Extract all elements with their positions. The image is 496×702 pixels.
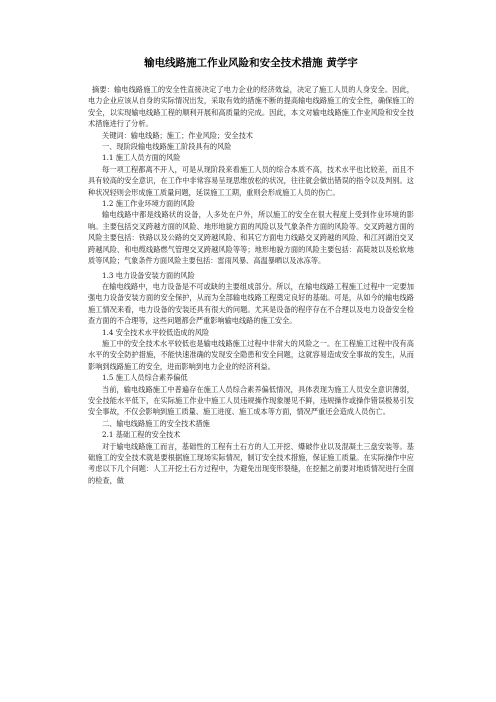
document-page bbox=[88, 56, 414, 486]
subsection-heading-2-1: 2.1 基础工程的安全技术 bbox=[102, 430, 181, 440]
abstract-paragraph: 摘要：输电线路施工的安全性直接决定了电力企业的经济效益，决定了施工人员的人身安全。因此，电力企业应该从自身的实际情况出发，采取有效的措施不断的提高输电线路施工的安全性，确保施工的安全，以实现输电线路工程的顺利开展和高质量的完成。因此，本文对输电线路施工作业风险和安全技术措施进行了分析。 bbox=[88, 85, 414, 129]
subsection-heading-1-4: 1.4 安全技术水平较低造成的风险 bbox=[102, 327, 210, 337]
section-heading-two: 二、输电线路施工的安全技术措施 bbox=[102, 418, 210, 428]
paragraph-1-2: 输电线路中都是线路状的设备，人多处在户外，所以施工的安全在很大程度上受到作业环境的影响。主要包括交叉跨越方面的风险、地形地貌方面的风险以及气象条件方面的风险等。交叉跨越方面的风险主要包括：铁路以及公路的交叉跨越风险、和其它方面电力线路交叉跨越的风险、和江河湖泊交叉跨越风险、和电缆线路燃气管理交叉跨越风险等等；地形地貌方面的风险主要包括：高陡坡以及松软地质等风险；气象条件方面风险主要包括：雷雨风暴、高温暴晒以及冰冻等。 bbox=[88, 210, 414, 266]
section-heading-one: 一、现阶段输电线路施工阶段具有的风险 bbox=[102, 142, 232, 152]
document-title: 输电线路施工作业风险和安全技术措施 黄学宇 bbox=[144, 57, 358, 69]
paragraph-1-5: 当前，输电线路施工中普遍存在施工人员综合素养偏低情况，具体表现为施工人员安全意识薄弱，安全技能水平低下，在实际施工作业中施工人员违规操作现象屡见不鲜，违规操作或操作错误极易引发安全事故，不仅会影响到施工质量、施工进度、施工成本等方面，情况严重还会造成人员伤亡。 bbox=[88, 384, 414, 417]
paragraph-2-1: 对于输电线路施工而言，基础性的工程有土石方的人工开挖、爆破作业以及混凝土三盘安装等。基础施工的安全技术就是要根据施工现场实际情况，制订安全技术措施，保证施工质量。在实际操作中应考虑以下几个问题：人工开挖土石方过程中，为避免出现变形裂缝，在挖掘之前要对地质情况进行全面的检查，做 bbox=[88, 441, 414, 485]
subsection-heading-1-1: 1.1 施工人员方面的风险 bbox=[102, 153, 181, 163]
paragraph-1-1: 每一项工程都离不开人，可是从现阶段来看施工人员的综合本质不高，技术水平也比较差，而且不具有较高的安全意识，在工作中非常容易呈现思维放松的状况，往往就会做出错误的指令以及判别。这种状况轻则会形成施工质量问题，延误施工工期，重则会形成施工人员的伤亡。 bbox=[88, 164, 414, 197]
subsection-heading-1-5: 1.5 施工人员综合素养偏低 bbox=[102, 373, 188, 383]
subsection-heading-1-3: 1.3 电力设备安装方面的风险 bbox=[102, 270, 195, 280]
subsection-heading-1-2: 1.2 施工作业环境方面的风险 bbox=[102, 199, 195, 209]
paragraph-1-3: 在输电线路中，电力设备是不可或缺的主要组成部分。所以，在输电线路工程施工过程中一定要加强电力设备安装方面的安全保护，从而为全部输电线路工程奠定良好的基础。可是，从如今的输电线路施工情况来看，电力设备的安装还具有很大的问题。尤其是设备的程序存在不合理以及电力设备安全检查方面的不合理等，这些问题都会严重影响输电线路的施工安全。 bbox=[88, 281, 414, 326]
paragraph-1-4: 施工中的安全技术水平较低也是输电线路施工过程中非常大的风险之一。在工程施工过程中没有高水平的安全防护措施，不能快速准确的发现安全隐患和安全问题，这就容易造成安全事故的发生，从而影响到线路施工的安全，进而影响到电力企业的经济利益。 bbox=[88, 338, 414, 371]
keywords-line: 关键词：输电线路；施工；作业风险；安全技术 bbox=[102, 130, 253, 140]
